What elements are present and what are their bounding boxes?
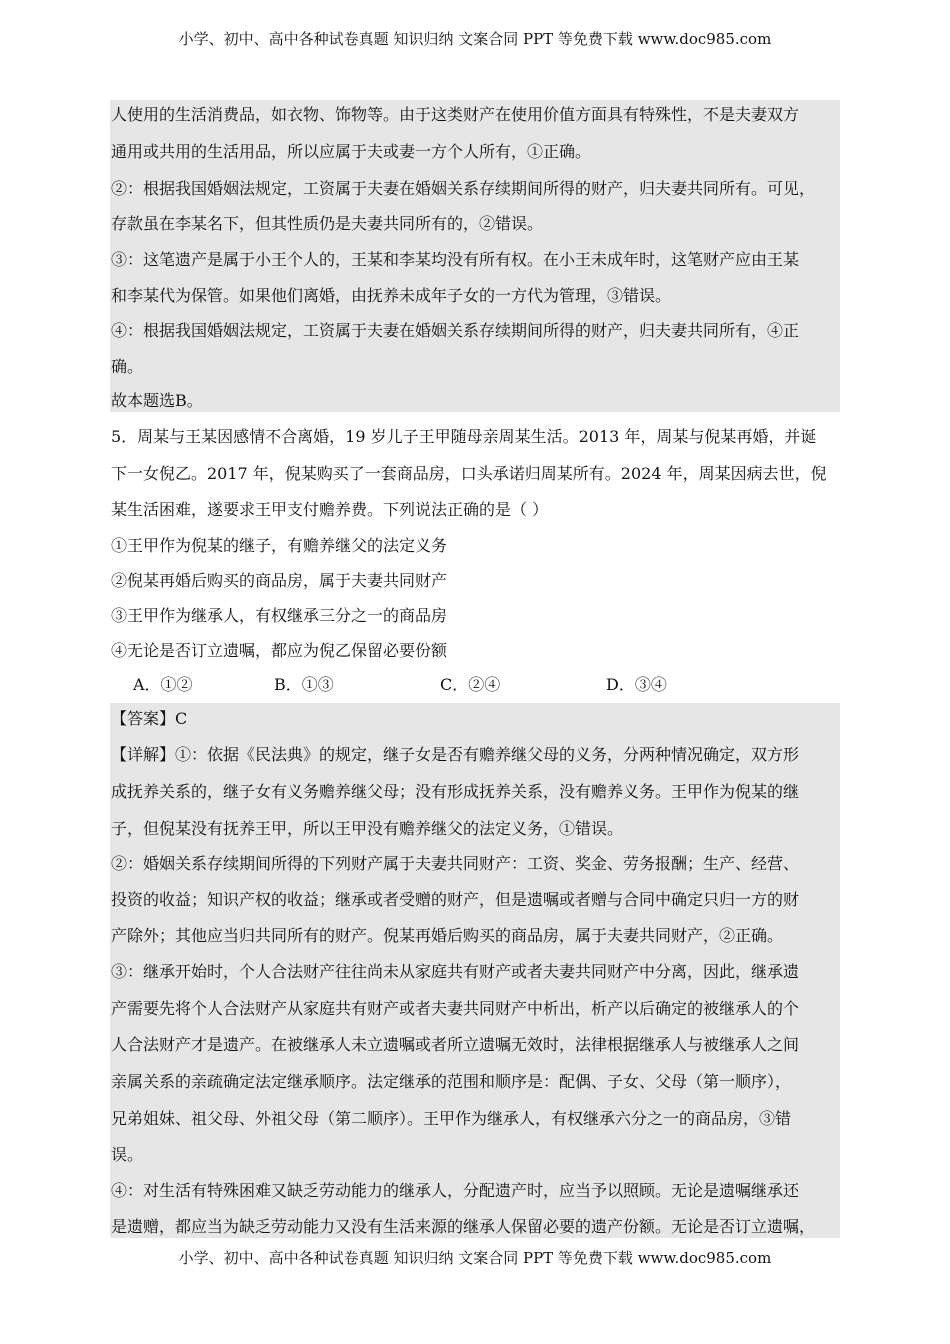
explanation-line: ②：婚姻关系存续期间所得的下列财产属于夫妻共同财产：工资、奖金、劳务报酬；生产、经营、 [111, 854, 800, 873]
question-stem: 下一女倪乙。2017 年，倪某购买了一套商品房，口头承诺归周某所有。2024 年，周某因病去世，倪 [111, 464, 827, 483]
prev-explanation-line: ③：这笔遗产是属于小王个人的，王某和李某均没有所有权。在小王未成年时，这笔财产应由王某 [111, 250, 800, 269]
explanation-line: 误。 [111, 1145, 144, 1164]
page-header: 小学、初中、高中各种试卷真题 知识归纳 文案合同 PPT 等免费下载 www.doc985.com [178, 30, 772, 48]
explanation-line: 兄弟姐妹、祖父母、外祖父母（第二顺序）。王甲作为继承人，有权继承六分之一的商品房，③错 [111, 1109, 792, 1128]
explanation-line: 子，但倪某没有抚养王甲，所以王甲没有赡养继父的法定义务，①错误。 [111, 819, 624, 838]
explanation-line: 人合法财产才是遗产。在被继承人未立遗嘱或者所立遗嘱无效时，法律根据继承人与被继承人之间 [111, 1035, 800, 1054]
question-statement: ④无论是否订立遗嘱，都应为倪乙保留必要份额 [111, 641, 448, 660]
prev-explanation-line: 通用或共用的生活用品，所以应属于夫或妻一方个人所有，①正确。 [111, 142, 592, 161]
explanation-line: 产需要先将个人合法财产从家庭共有财产或者夫妻共同财产中析出，析产以后确定的被继承人的个 [111, 999, 800, 1018]
explanation-line: 成抚养关系的，继子女有义务赡养继父母；没有形成抚养关系，没有赡养义务。王甲作为倪某的继 [111, 782, 800, 801]
prev-explanation-line: ②：根据我国婚姻法规定，工资属于夫妻在婚姻关系存续期间所得的财产，归夫妻共同所有。可见， [111, 179, 816, 198]
explanation-line: ③：继承开始时，个人合法财产往往尚未从家庭共有财产或者夫妻共同财产中分离，因此，继承遗 [111, 962, 800, 981]
explanation-line: 产除外；其他应当归共同所有的财产。倪某再婚后购买的商品房，属于夫妻共同财产，②正确。 [111, 926, 784, 945]
prev-explanation-line: 和李某代为保管。如果他们离婚，由抚养未成年子女的一方代为管理，③错误。 [111, 286, 672, 305]
explanation-line: 是遗赠，都应当为缺乏劳动能力又没有生活来源的继承人保留必要的遗产份额。无论是否订立遗嘱， [111, 1217, 816, 1236]
explanation-line: ④：对生活有特殊困难又缺乏劳动能力的继承人，分配遗产时，应当予以照顾。无论是遗嘱继承还 [111, 1181, 800, 1200]
question-statement: ①王甲作为倪某的继子，有赡养继父的法定义务 [111, 536, 448, 555]
explanation-line: 【详解】①：依据《民法典》的规定，继子女是否有赡养继父母的义务，分两种情况确定，双方形 [111, 745, 800, 764]
page-footer: 小学、初中、高中各种试卷真题 知识归纳 文案合同 PPT 等免费下载 www.doc985.com [178, 1249, 772, 1267]
prev-explanation-line: 人使用的生活消费品，如衣物、饰物等。由于这类财产在使用价值方面具有特殊性，不是夫妻双方 [111, 105, 800, 124]
answer-line: 【答案】C [111, 709, 188, 728]
option-c: C．②④ [440, 675, 501, 694]
prev-explanation-line: 存款虽在李某名下，但其性质仍是夫妻共同所有的，②错误。 [111, 214, 544, 233]
prev-explanation-line: ④：根据我国婚姻法规定，工资属于夫妻在婚姻关系存续期间所得的财产，归夫妻共同所有，④正 [111, 321, 800, 340]
prev-explanation-line: 确。 [111, 357, 144, 376]
option-d: D．③④ [606, 675, 667, 694]
option-b: B．①③ [274, 675, 334, 694]
option-a: A．①② [133, 675, 193, 694]
question-statement: ③王甲作为继承人，有权继承三分之一的商品房 [111, 606, 448, 625]
question-statement: ②倪某再婚后购买的商品房，属于夫妻共同财产 [111, 571, 448, 590]
prev-explanation-conclusion: 故本题选B。 [111, 391, 203, 410]
explanation-line: 亲属关系的亲疏确定法定继承顺序。法定继承的范围和顺序是：配偶、子女、父母（第一顺序）， [111, 1072, 792, 1091]
question-stem: 5．周某与王某因感情不合离婚，19 岁儿子王甲随母亲周某生活。2013 年，周某与倪某再婚，并诞 [111, 427, 817, 446]
explanation-line: 投资的收益；知识产权的收益；继承或者受赠的财产，但是遗嘱或者赠与合同中确定只归一方的财 [111, 890, 800, 909]
question-stem: 某生活困难，遂要求王甲支付赡养费。下列说法正确的是（ ） [111, 500, 549, 519]
